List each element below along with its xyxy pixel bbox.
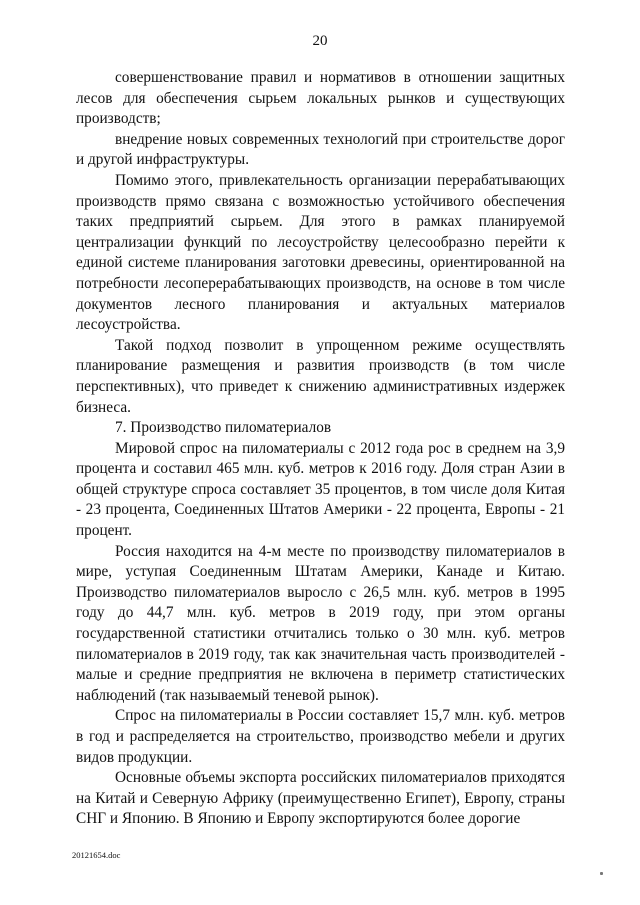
scan-artifact [600, 872, 603, 875]
section-heading: 7. Производство пиломатериалов [115, 419, 332, 437]
document-body [76, 68, 565, 830]
paragraph: Спрос на пиломатериалы в России составляет 15,7 млн. куб. метров в год и распределяется на строительство, производство мебели и других видов продукции. [76, 707, 565, 766]
paragraph: Помимо этого, привлекательность организации перерабатывающих производств прямо связана с возможностью устойчивого обеспечения таких предприятий сырьем. Для этого в рамках планируемой централизации функций по лесоустройству целесообразно перейти к единой системе планирования заготовки древесины, ориентированной на потребности лесоперерабатывающих производств, на основе в том числе документов лесного планирования и актуальных материалов лесоустройства. [76, 171, 565, 334]
paragraph: Такой подход позволит в упрощенном режиме осуществлять планирование размещения и развития производств (в том числе перспективных), что приведет к снижению административных издержек бизнеса. [76, 336, 565, 416]
footer-filename: 20121654.doc [72, 850, 121, 860]
paragraph: Россия находится на 4-м месте по производству пиломатериалов в мире, уступая Соединенным Штатам Америки, Канаде и Китаю. Производство пиломатериалов выросло с 26,5 млн. куб. метров в 1995 году до 44,7 млн. куб. метров в 2019 году, при этом органы государственной статистики отчитались только о 30 млн. куб. метров пиломатериалов в 2019 году, так как значительная часть производителей - малые и средние предприятия не включена в периметр статистических наблюдений (так называемый теневой рынок). [76, 542, 565, 704]
page-number: 20 [312, 33, 328, 49]
paragraph: Основные объемы экспорта российских пиломатериалов приходятся на Китай и Северную Африку (преимущественно Египет), Европу, страны СНГ и Японию. В Японию и Европу экспортируются более дорогие [76, 769, 565, 828]
paragraph: Мировой спрос на пиломатериалы с 2012 года рос в среднем на 3,9 процента и составил 465 млн. куб. метров к 2016 году. Доля стран Азии в общей структуре спроса составляет 35 процентов, в том числе доля Китая - 23 процента, Соединенных Штатов Америки - 22 процента, Европы - 21 процент. [76, 439, 565, 540]
paragraph: совершенствование правил и нормативов в отношении защитных лесов для обеспечения сырьем локальных рынков и существующих производств; [76, 69, 565, 128]
paragraph: внедрение новых современных технологий при строительстве дорог и другой инфраструктуры. [76, 130, 565, 169]
